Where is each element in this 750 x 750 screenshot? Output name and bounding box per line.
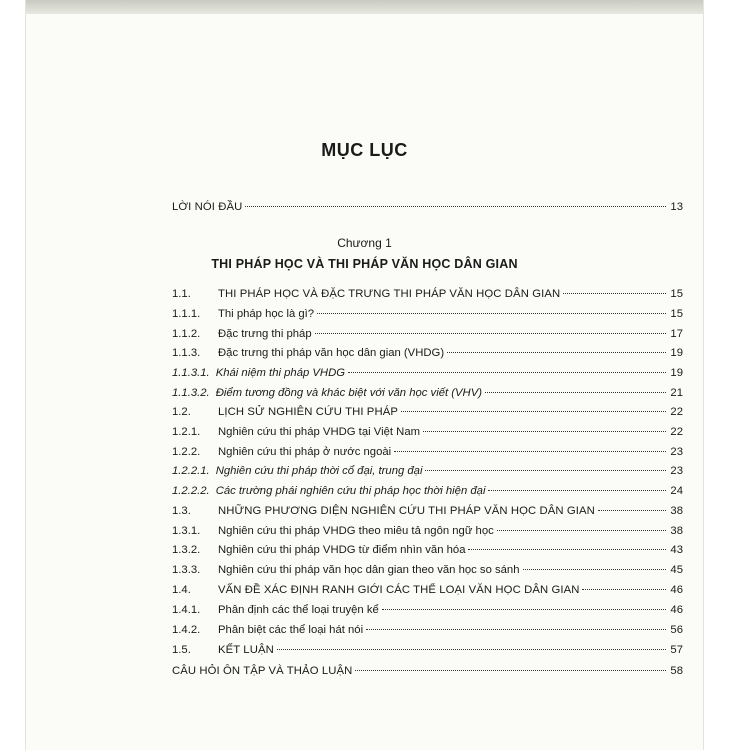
toc-entry-number: 1.3.1.	[172, 525, 201, 537]
dot-leader	[315, 333, 666, 334]
toc-entry-title: LỜI NÓI ĐẦU	[172, 201, 243, 213]
toc-entry	[172, 327, 683, 341]
toc-entry	[172, 366, 683, 380]
toc-entry-page: 13	[670, 201, 683, 213]
toc-entry-title: Nghiên cứu thi pháp ở nước ngoài	[218, 446, 392, 458]
toc-entry-number: 1.1.1.	[172, 308, 201, 320]
toc-entry-page: 58	[670, 665, 683, 677]
toc-entry-title: THI PHÁP HỌC VÀ ĐẶC TRƯNG THI PHÁP VĂN HỌC DÂN GIAN	[218, 288, 561, 300]
toc-entry-title: LỊCH SỬ NGHIÊN CỨU THI PHÁP	[218, 406, 398, 418]
toc-entry-title: CÂU HỎI ÔN TẬP VÀ THẢO LUẬN	[172, 665, 353, 677]
toc-entry-title: Phân biệt các thể loại hát nói	[218, 624, 364, 636]
toc-entry-title: Nghiên cứu thi pháp VHDG từ điểm nhìn văn hóa	[218, 544, 466, 556]
toc-entry-number: 1.1.2.	[172, 328, 201, 340]
toc-entry	[172, 484, 683, 498]
toc-entry-number: 1.3.3.	[172, 564, 201, 576]
toc-entry-page: 19	[670, 367, 683, 379]
toc-entry-page: 45	[670, 564, 683, 576]
toc-entry-number: 1.2.	[172, 406, 191, 418]
toc-entry-title: Đặc trưng thi pháp	[218, 328, 312, 340]
dot-leader	[348, 372, 666, 373]
dot-leader	[245, 206, 666, 207]
toc-entry-title: Đặc trưng thi pháp văn học dân gian (VHDG)	[218, 347, 445, 359]
toc-entry-page: 15	[670, 308, 683, 320]
toc-entry-page: 57	[670, 644, 683, 656]
toc-entry-number: 1.1.3.	[172, 347, 201, 359]
toc-entry-page: 21	[670, 387, 683, 399]
toc-entry-page: 22	[670, 426, 683, 438]
toc-entry-number: 1.1.3.1.	[172, 367, 210, 379]
toc-entry-title: Các trường phái nghiên cứu thi pháp học thời hiện đại	[215, 485, 486, 497]
toc-entry-page: 46	[670, 604, 683, 616]
dot-leader	[468, 549, 666, 550]
toc-entry-page: 15	[670, 288, 683, 300]
toc-entry-page: 19	[670, 347, 683, 359]
dot-leader	[317, 313, 666, 314]
toc-entry-page: 24	[670, 485, 683, 497]
dot-leader	[563, 293, 666, 294]
toc-entry-title: Nghiên cứu thi pháp VHDG tại Việt Nam	[218, 426, 421, 438]
toc-entry-number: 1.2.2.	[172, 446, 201, 458]
toc-entry-title: Thi pháp học là gì?	[218, 308, 315, 320]
toc-entry-page: 38	[670, 525, 683, 537]
dot-leader	[401, 411, 666, 412]
toc-entry-page: 22	[670, 406, 683, 418]
page-top-edge	[26, 0, 703, 14]
toc-entry	[172, 425, 683, 439]
toc-entry-title: Nghiên cứu thi pháp thời cổ đại, trung đại	[215, 465, 423, 477]
toc-entry	[172, 524, 683, 538]
toc-entry-page: 23	[670, 446, 683, 458]
toc-entry-number: 1.3.	[172, 505, 191, 517]
book-page	[25, 0, 704, 750]
dot-leader	[423, 431, 666, 432]
toc-entry	[172, 445, 683, 459]
toc-entry-page: 17	[670, 328, 683, 340]
toc-entry-page: 23	[670, 465, 683, 477]
toc-entry-number: 1.5.	[172, 644, 191, 656]
toc-entry	[172, 287, 683, 301]
toc-entry	[172, 603, 683, 617]
toc-entry-number: 1.4.	[172, 584, 191, 596]
toc-entry-title: NHỮNG PHƯƠNG DIỆN NGHIÊN CỨU THI PHÁP VĂN HỌC DÂN GIAN	[218, 505, 595, 517]
toc-entry	[172, 563, 683, 577]
dot-leader	[355, 670, 666, 671]
toc-entry	[172, 464, 683, 478]
toc-entry-number: 1.3.2.	[172, 544, 201, 556]
toc-entry-number: 1.2.1.	[172, 426, 201, 438]
toc-entry-page: 56	[670, 624, 683, 636]
toc-entry-review	[172, 664, 683, 678]
toc-entry-number: 1.1.	[172, 288, 191, 300]
toc-entry-number: 1.2.2.1.	[172, 465, 210, 477]
toc-entry	[172, 307, 683, 321]
toc-entry-number: 1.4.2.	[172, 624, 201, 636]
toc-entry-number: 1.2.2.2.	[172, 485, 210, 497]
toc-entry-title: Điểm tương đồng và khác biệt với văn học viết (VHV)	[215, 387, 483, 399]
toc-entry-title: Phân định các thể loại truyện kể	[218, 604, 379, 616]
toc-entry	[172, 623, 683, 637]
toc-entry-title: Nghiên cứu thi pháp văn học dân gian theo văn học so sánh	[218, 564, 520, 576]
toc-entry	[172, 543, 683, 557]
chapter-number: Chương 1	[337, 236, 392, 250]
dot-leader	[277, 649, 666, 650]
toc-entry-title: VẤN ĐỀ XÁC ĐỊNH RANH GIỚI CÁC THỂ LOẠI VĂN HỌC DÂN GIAN	[218, 584, 580, 596]
dot-leader	[382, 609, 666, 610]
chapter-title: THI PHÁP HỌC VÀ THI PHÁP VĂN HỌC DÂN GIAN	[211, 257, 518, 271]
toc-entry-title: KẾT LUẬN	[218, 644, 274, 656]
toc-entry	[172, 405, 683, 419]
toc-entry-number: 1.1.3.2.	[172, 387, 210, 399]
toc-entry-preface	[172, 200, 683, 214]
dot-leader	[598, 510, 666, 511]
toc-entry-page: 46	[670, 584, 683, 596]
toc-entry-title: Nghiên cứu thi pháp VHDG theo miêu tả ngôn ngữ học	[218, 525, 494, 537]
toc-entry	[172, 346, 683, 360]
dot-leader	[366, 629, 666, 630]
toc-entry	[172, 504, 683, 518]
toc-entry-page: 43	[670, 544, 683, 556]
toc-entry-title: Khái niệm thi pháp VHDG	[215, 367, 346, 379]
toc-entry-page: 38	[670, 505, 683, 517]
dot-leader	[485, 392, 666, 393]
dot-leader	[497, 530, 666, 531]
toc-entry-number: 1.4.1.	[172, 604, 201, 616]
dot-leader	[394, 451, 666, 452]
toc-entry	[172, 643, 683, 657]
dot-leader	[582, 589, 666, 590]
dot-leader	[447, 352, 666, 353]
dot-leader	[488, 490, 666, 491]
dot-leader	[523, 569, 667, 570]
page-title: MỤC LỤC	[321, 140, 408, 160]
toc-entry	[172, 583, 683, 597]
dot-leader	[425, 470, 666, 471]
toc-entry	[172, 386, 683, 400]
